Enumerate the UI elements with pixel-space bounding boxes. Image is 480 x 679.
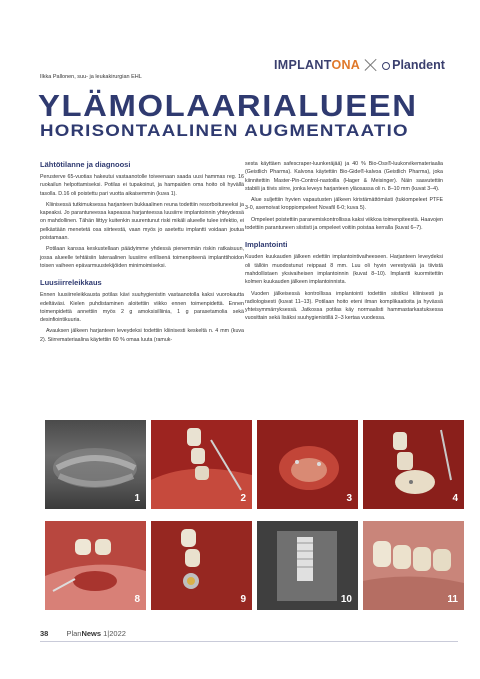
clinical-photo	[45, 521, 146, 610]
paragraph: Perusterve 65-vuotias hakeutui vastaanotolle toiveenaan saada uusi hammas reg. 16 ruokailun helpottamiseksi. Potilas ei tupakoinut, ja hampaiden oma hoito oli hyvällä tasolla. D.16 oli poistettu pari vuotta aikaisemmin (kuva 1).	[40, 174, 244, 197]
paragraph: Kuuden kuukauden jälkeen edettiin implantointivaiheeseen. Harjanteen leveydeksi oli tällöin muodostunut reippaat 8 mm. Luu oli hyvin verestyvää ja tiivistä mahdollistaen yksivaiheisen implantoinnin (kuvat 8–10). Implantti kuormitettiin kolmen kuukauden jälkeen implantoinnista.	[245, 254, 443, 286]
author: Ilkka Pallonen, suu- ja leukakirurgian EHL	[40, 74, 142, 80]
paragraph: Kliinisessä tutkimuksessa harjanteen bukkaalinen reuna todettiin resorboituneeksi ja kapeaksi. Jo parantuneessa kapeassa harjanteessa luusiirre implantoinnin yhteydessä on mahdollinen. Tähän liittyy kuitenkin suurentunut riski mikäli alueelle tulee infektio, ei pelkästään menetetä osa siirteestä, vaan myös jo asetettu implantti voidaan joutua poistamaan.	[40, 201, 244, 242]
brand-logo	[274, 58, 445, 72]
photo-number: 2	[240, 493, 246, 504]
clinical-photo	[363, 521, 464, 610]
paragraph: Ompeleet poistettiin paranemiskontrollissa kaksi viikkoa toimenpiteestä. Haavojen todettiin parantuneen siististi ja ompeleet voitiin poistaa kerralla (kuvat 6–7).	[245, 216, 443, 232]
photo-number: 4	[452, 493, 458, 504]
magazine-name: PlanNews 1|2022	[66, 629, 126, 638]
xray-image	[45, 420, 146, 509]
photo-number: 8	[134, 594, 140, 605]
photo-number: 3	[346, 493, 352, 504]
photo-number: 11	[447, 594, 458, 605]
paragraph: Potilaan kanssa keskustellaan päädyimme yhdessä pienemmän riskin ratkaisuun, jossa alueelle tehtäisiin lateraalinen luusiirre erillisenä toimenpiteenä implanttihoidon toisen vaiheen epävarmuustekijöiden minimoimiseksi.	[40, 246, 244, 269]
heading-implantointi: Implantointi	[245, 240, 288, 250]
paragraph: Alue suljettiin hyvien vapautusten jälkeen kiristämättömästi (tukiompeleet PTFE 3-0, asemoivat kroppiompeleet Novafil 6-0; kuva 5).	[245, 197, 443, 212]
clinical-photo	[363, 420, 464, 509]
photo-number: 1	[134, 493, 140, 504]
footer-divider	[40, 641, 458, 642]
cross-icon	[364, 58, 378, 72]
implantona-logo: IMPLANTONA	[274, 58, 361, 72]
xray-image	[257, 521, 358, 610]
page-number: 38	[40, 629, 49, 638]
title-line1: YLÄMOLAARIALUEEN	[38, 88, 418, 123]
photo-number: 10	[340, 594, 352, 605]
paragraph: Avauksen jälkeen harjanteen leveydeksi todettiin kliinisesti keskeltä n. 4 mm (kuva 2). Siirremateriaalina käytettiin 60 % omaa luuta (ramuk-	[40, 328, 244, 343]
paragraph: Vuoden jälkeisessä kontrollissa implantointi todettiin siistiksi kliinisesti ja radiologisesti (kuvat 11–13). Potilaan hoito eteni ilman komplikaatioita ja hyvässä yhteisymmärryksessä. Jatkossa potilas käy normaalisti hammastarkastuksessa vuosittain sekä lisäksi suuhygienistillä 2–3 kertaa vuodessa.	[245, 290, 443, 322]
clinical-photo	[151, 521, 252, 610]
paragraph: sesta käyttäen safescraper-luunkeräjää) ja 40 % Bio-Oss®-luukorvikemateriaalia (Geistlich Pharma). Kalvona käytettiin Bio-Gide®-kalvoa (Geistlich Pharma), joka kiinnitettiin Master-Pin-Control-nastoilla (Hager & Meisinger). Näin saavutettiin stabiili ja tiivis siirre, jonka leveys harjanteen yläosassa oli n. 8–10 mm (kuvat 3–4).	[245, 161, 443, 192]
column-left	[40, 160, 244, 347]
clinical-photo	[257, 420, 358, 509]
plandent-logo: Plandent	[382, 58, 445, 72]
clinical-photo	[151, 420, 252, 509]
heading-lahtotilanne: Lähtötilanne ja diagnoosi	[40, 160, 131, 169]
heading-luusiirreleikkaus: Luusiirreleikkaus	[40, 278, 102, 288]
title-line2: HORISONTAALINEN AUGMENTAATIO	[40, 121, 409, 140]
footer	[40, 629, 458, 638]
photo-number: 9	[240, 594, 246, 605]
column-right	[245, 160, 443, 326]
paragraph: Ennen luusiirreleikkausta potilas kävi suuhygienistin vastaanotolla kaksi vuorokautta edeltäväsi. Kielen puhdistaminen aloitettiin viikko ennen toimenpidettä. Ennen toimenpidettä annettiin myös 2 g amoksisilliinia, 1 g parasetamolia sekä desinfiointikuuria.	[40, 292, 244, 324]
